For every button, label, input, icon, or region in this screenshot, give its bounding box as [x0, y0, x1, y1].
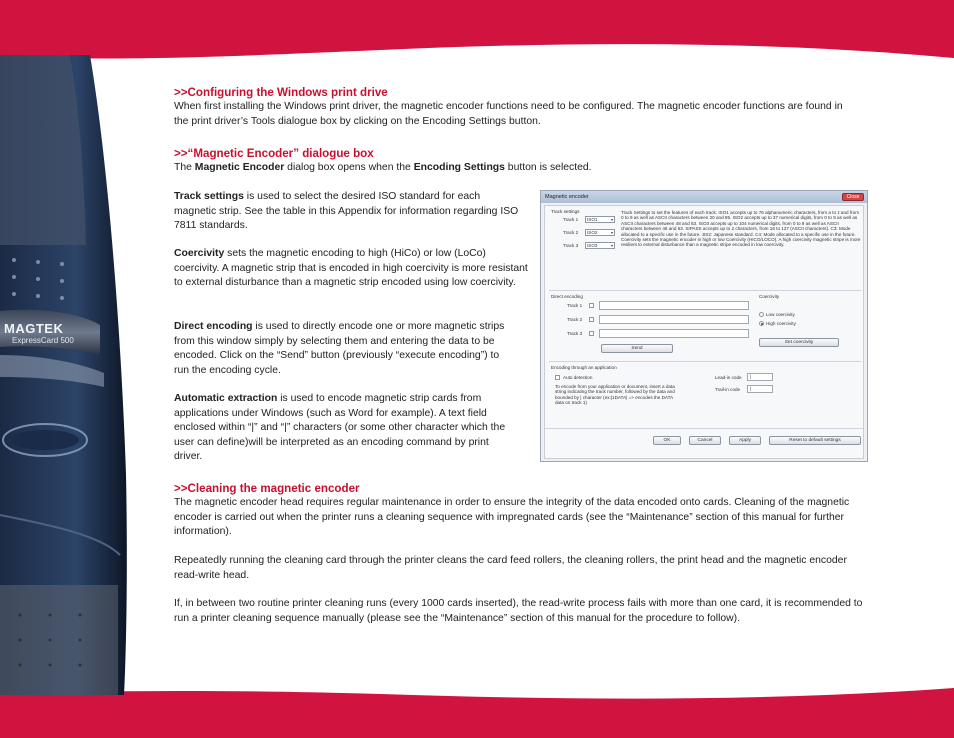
coercivity-label: Coercivity [759, 294, 780, 299]
chevron-down-icon: ▾ [610, 243, 613, 248]
high-coercivity-label: High coercivity [766, 321, 796, 326]
application-encoding-label: Encoding through an application [551, 365, 617, 370]
direct-track3-input[interactable] [599, 329, 749, 338]
track3-select[interactable]: ISO3 ▾ [587, 243, 613, 248]
divider [549, 290, 861, 291]
application-description: To encode from your application or document, insert a data string indicating the track number, followed by the data and bounded by | character (ex:|1DATA| => encodes the DATA data on track 1) [555, 384, 675, 406]
close-button[interactable]: Close [842, 193, 864, 201]
magnetic-encoder-dialog [540, 190, 868, 462]
magtek-logo: MAGTEK [4, 321, 64, 336]
coercivity-para: Coercivity sets the magnetic encoding to high (HiCo) or low (LoCo) coercivity. A magnetic strip that is encoded in high coercivity is more resistant to external disturbance than a magnetic strip encoded using low coercivity. [174, 248, 528, 289]
track-settings-para: Track settings is used to select the desired ISO standard for each magnetic strip. See the table in this Appendix for information regarding ISO 7811 standards. [174, 191, 519, 232]
direct-track3-label: Track 3 [567, 331, 583, 336]
direct-track1-checkbox[interactable] [589, 303, 594, 308]
apply-button[interactable]: Apply [729, 436, 761, 445]
divider [545, 428, 863, 429]
lead-in-input[interactable]: | [747, 373, 773, 381]
chevron-down-icon: ▾ [610, 230, 613, 235]
cancel-button[interactable]: Cancel [689, 436, 721, 445]
direct-track1-input[interactable] [599, 301, 749, 310]
model-label: ExpressCard 500 [12, 336, 74, 345]
track-settings-label: Track settings [551, 209, 580, 214]
send-button[interactable]: Send [601, 344, 673, 353]
dialog-heading: >>“Magnetic Encoder” dialogue box [174, 147, 374, 160]
printer-photo [0, 55, 130, 695]
chevron-down-icon: ▾ [610, 217, 613, 222]
config-heading: >>Configuring the Windows print drive [174, 86, 388, 99]
config-body: When first installing the Windows print driver, the magnetic encoder functions need to be configured. The magnetic encoder functions are found in the print driver’s Tools dialogue box by clicking on the Encoding Settings button. [174, 101, 843, 127]
track2-select[interactable]: ISO2 ▾ [587, 230, 613, 235]
trail-in-label: Trail-in code [715, 387, 741, 392]
low-coercivity-radio[interactable] [759, 312, 764, 317]
cleaning-p3: If, in between two routine printer cleaning runs (every 1000 cards inserted), the read-write process fails with more than one card, it is recommended to run a printer cleaning sequence manually (please see the “Maintenance” section of this manual for the procedure to follow). [174, 598, 863, 624]
dialog-intro: The Magnetic Encoder dialog box opens when the Encoding Settings button is selected. [174, 162, 592, 173]
automatic-extraction-para: Automatic extraction is used to encode magnetic strip cards from applications under Windows (such as Word for example). A text field enclosed within “|” and “|” characters (or some other character which the user can define)will be interpreted as an encoding command by print driver. [174, 393, 506, 463]
track2-label: Track 2 [563, 230, 579, 235]
auto-detection-label: Auto detection [563, 375, 593, 380]
direct-track2-input[interactable] [599, 315, 749, 324]
auto-detection-checkbox[interactable] [555, 375, 560, 380]
trail-in-input[interactable]: | [747, 385, 773, 393]
track1-select[interactable]: ISO1 ▾ [587, 217, 613, 222]
lead-in-label: Lead-in code [715, 375, 742, 380]
direct-track3-checkbox[interactable] [589, 331, 594, 336]
direct-encoding-label: Direct encoding [551, 294, 583, 299]
set-coercivity-button[interactable]: Set coercivity [759, 338, 839, 347]
divider [549, 361, 861, 362]
direct-track2-label: Track 2 [567, 317, 583, 322]
direct-encoding-para: Direct encoding is used to directly encode one or more magnetic strips from this window simply by selecting them and entering the data to be encoded. Click on the “Send” button (previously “execute encoding”) to run the encoding cycle. [174, 321, 505, 376]
cleaning-p2: Repeatedly running the cleaning card through the printer cleans the card feed rollers, the cleaning rollers, the print head and the magnetic encoder read-write head. [174, 555, 847, 581]
ok-button[interactable]: OK [653, 436, 681, 445]
track3-label: Track 3 [563, 243, 579, 248]
cleaning-p1: The magnetic encoder head requires regular maintenance in order to ensure the integrity of the data encoded onto cards. Cleaning of the magnetic encoder is carried out when the printer runs a cleaning sequence with impregnated cards (see the “Maintenance” section of this manual for further information). [174, 497, 850, 538]
track-settings-description: Track Settings to set the features of each track. ISO1 accepts up to 76 alphanumeric characters, from a to z and from 0 to 9 as well as ASCII characters between 20 and 95. ISO2 accepts up to 37 numerical digits, from 0 to 9 as well as ASCII characters between 48 and 63. ISO3 accepts up to 104 numerical digits, from 0 to 9 as well as ASCII characters between 48 and 63. SIPASS accepts up to 2 characters, from 16 to 127 (ASCII characters). C3: Mode allocated to a specific use in the future. JIS2: Japanese standard. C4: Mode allocated to a specific use in the future. Coercivity sets the magnetic encoder in high or low Coercivity (HICO/LOCO). A high coercivity magnetic stripe is more resilient to external disturbance than a magnetic stripe encoded in low coercivity. [621, 210, 861, 248]
track1-label: Track 1 [563, 217, 579, 222]
direct-track2-checkbox[interactable] [589, 317, 594, 322]
dialog-title: Magnetic encoder [541, 191, 867, 203]
high-coercivity-radio[interactable] [759, 321, 764, 326]
cleaning-heading: >>Cleaning the magnetic encoder [174, 482, 360, 495]
low-coercivity-label: Low coercivity [766, 312, 795, 317]
reset-default-button[interactable]: Reset to default settings [769, 436, 861, 445]
dialog-body [544, 205, 864, 459]
direct-track1-label: Track 1 [567, 303, 583, 308]
